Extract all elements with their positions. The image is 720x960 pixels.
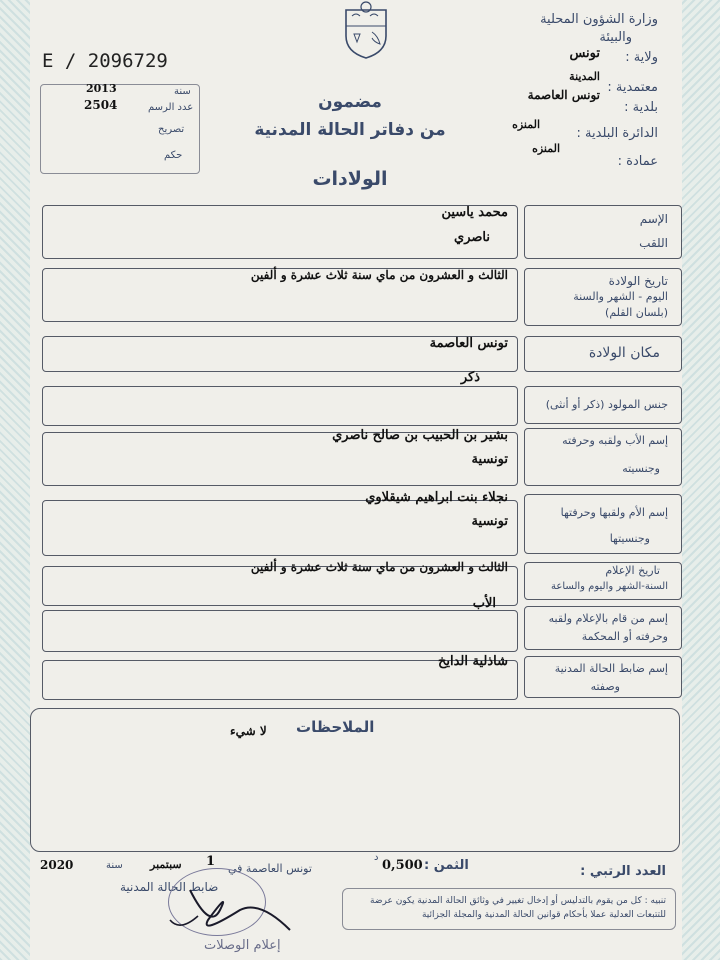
- father-value: بشير بن الحبيب بن صالح ناصري: [332, 428, 508, 443]
- ministry-name-line2: والبيئة: [599, 30, 632, 45]
- stamp-text: إعلام الوصلات: [204, 938, 281, 953]
- row-mother-label-box: [524, 494, 682, 554]
- sex-value: ذكر: [460, 370, 480, 385]
- notice-text: تنبيه : كل من يقوم بالتدليس أو إدخال تغيير في وثائق الحالة المدنية يكون عرضة للتتبعات العدلية عملا بأحكام قوانين الحالة المدنية والمجلة الجزائية: [370, 896, 666, 920]
- judgment-label: حكم: [164, 150, 183, 161]
- remarks-value: لا شيء: [230, 724, 267, 738]
- title-births: الولادات: [312, 168, 388, 190]
- officer-capacity-label: وصفته: [590, 680, 620, 693]
- price-unit: د: [374, 852, 379, 863]
- father-nationality-value: تونسية: [471, 452, 508, 467]
- father-label: إسم الأب ولقبه وحرفته: [562, 434, 668, 447]
- mutamadiya-value: المدينة: [569, 70, 600, 83]
- issue-month: سبتمبر: [150, 858, 182, 871]
- remarks-label: الملاحظات: [296, 718, 375, 736]
- row-sex-value-box: [42, 386, 518, 426]
- name-value: محمد ياسين: [441, 205, 508, 220]
- guilloche-border-right: [676, 0, 720, 960]
- declaration-date-label: تاريخ الإعلام: [605, 564, 660, 577]
- sex-label: جنس المولود (ذكر أو أنثى): [545, 398, 668, 411]
- birthdate-value: الثالث و العشرون من ماي سنة ثلاث عشرة و ألفين: [250, 268, 508, 282]
- surname-label: اللقب: [639, 236, 668, 250]
- birthdate-label: تاريخ الولادة: [608, 274, 668, 288]
- place-date-label: تونس العاصمة في: [228, 862, 312, 875]
- declarant-label: إسم من قام بالإعلام ولقبه: [548, 612, 668, 625]
- birthdate-words-label: (بلسان القلم): [605, 306, 668, 319]
- officer-value: شاذلية الدايخ: [437, 654, 508, 669]
- price-value: 0,500: [382, 858, 423, 873]
- officer-label: إسم ضابط الحالة المدنية: [554, 662, 668, 675]
- register-year-label: سنة: [174, 86, 191, 97]
- mutamadiya-label: معتمدية :: [607, 80, 658, 95]
- mother-label: إسم الأم ولقبها وحرفتها: [560, 506, 668, 519]
- birthplace-value: تونس العاصمة: [429, 336, 508, 351]
- register-year: 2013: [86, 82, 117, 95]
- issue-day: 1: [206, 854, 216, 869]
- officer-title: ضابط الحالة المدنية: [120, 880, 219, 894]
- declaration-label: تصريح: [158, 124, 185, 135]
- declaration-date-format-label: السنة-الشهر واليوم والساعة: [551, 581, 668, 592]
- register-number-label: عدد الرسم: [148, 102, 194, 113]
- declarant-value: الأب: [472, 596, 496, 611]
- birthplace-label: مكان الولادة: [588, 345, 660, 361]
- signature-icon: [150, 880, 300, 940]
- title-line2: من دفاتر الحالة المدنية: [254, 120, 446, 140]
- baladiya-label: بلدية :: [624, 100, 658, 115]
- title-line1: مضمون: [318, 92, 382, 112]
- coat-of-arms-icon: [340, 0, 392, 60]
- daira-value: المنزه: [512, 118, 540, 131]
- mother-nationality-label: وجنسيتها: [609, 532, 650, 545]
- declarant-occupation-label: وحرفته أو المحكمة: [581, 630, 668, 643]
- price-label: الثمن :: [424, 858, 469, 873]
- register-number: 2504: [84, 98, 118, 112]
- issue-year-label: سنة: [106, 860, 123, 871]
- mother-value: نجلاء بنت ابراهيم شيقلاوي: [365, 490, 508, 505]
- row-declarant-value-box: [42, 610, 518, 652]
- row-mother-value-box: [42, 500, 518, 556]
- daira-label: الدائرة البلدية :: [576, 126, 658, 141]
- wilaya-value: تونس: [569, 46, 600, 61]
- birthdate-format-label: اليوم - الشهر والسنة: [573, 290, 668, 303]
- surname-value: ناصري: [454, 230, 490, 245]
- omada-value: المنزه: [532, 142, 560, 155]
- declaration-date-value: الثالث و العشرون من ماي سنة ثلاث عشرة و ألفين: [250, 560, 508, 574]
- serial-order-label: العدد الرتبي :: [580, 864, 666, 879]
- wilaya-label: ولاية :: [625, 50, 658, 65]
- mother-nationality-value: تونسية: [471, 514, 508, 529]
- issue-year: 2020: [40, 858, 74, 872]
- baladiya-value: تونس العاصمة: [527, 88, 600, 102]
- name-label: الإسم: [639, 212, 668, 226]
- ministry-name: وزارة الشؤون المحلية: [540, 12, 658, 27]
- omada-label: عمادة :: [617, 154, 658, 169]
- serial-number: E / 2096729: [42, 50, 168, 72]
- father-nationality-label: وجنسيته: [622, 462, 660, 475]
